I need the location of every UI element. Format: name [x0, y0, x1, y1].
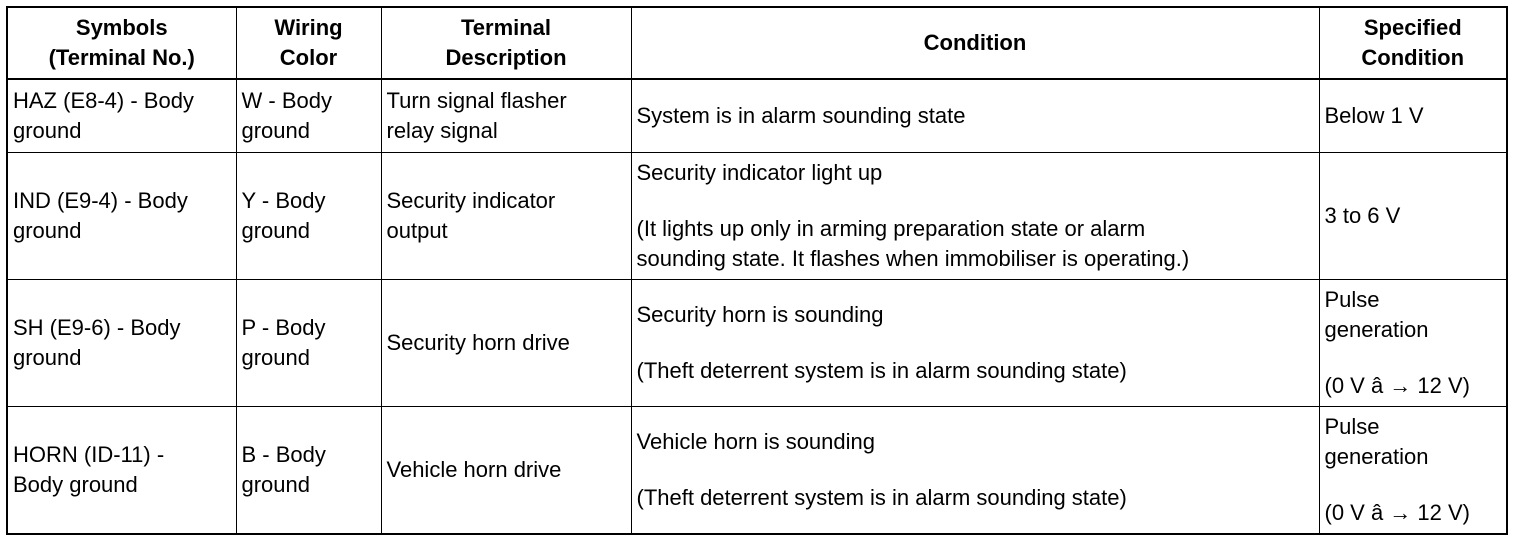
table-row [7, 407, 1507, 535]
cell-symbol: IND (E9-4) - Body ground [7, 153, 236, 280]
cell-specified-condition: Pulse generation (0 V â → 12 V) [1319, 407, 1507, 535]
table-row [7, 153, 1507, 280]
cell-terminal-description: Security horn drive [381, 280, 631, 407]
terminal-spec-table [6, 6, 1508, 535]
cell-condition: Security horn is sounding (Theft deterrent system is in alarm sounding state) [631, 280, 1319, 407]
header-specified-condition: Specified Condition [1319, 7, 1507, 79]
header-symbols: Symbols (Terminal No.) [7, 7, 236, 79]
header-wiring-color: Wiring Color [236, 7, 381, 79]
table-row [7, 79, 1507, 153]
header-condition: Condition [631, 7, 1319, 79]
cell-condition: Security indicator light up (It lights up only in arming preparation state or alarm sounding state. It flashes when immobiliser is operating.) [631, 153, 1319, 280]
cell-terminal-description: Security indicator output [381, 153, 631, 280]
cell-symbol: HAZ (E8-4) - Body ground [7, 79, 236, 153]
cell-wiring-color: B - Body ground [236, 407, 381, 535]
header-row [7, 7, 1507, 79]
cell-condition: Vehicle horn is sounding (Theft deterrent system is in alarm sounding state) [631, 407, 1319, 535]
cell-symbol: SH (E9-6) - Body ground [7, 280, 236, 407]
header-terminal-description: Terminal Description [381, 7, 631, 79]
cell-terminal-description: Turn signal flasher relay signal [381, 79, 631, 153]
cell-wiring-color: W - Body ground [236, 79, 381, 153]
cell-wiring-color: Y - Body ground [236, 153, 381, 280]
cell-symbol: HORN (ID-11) - Body ground [7, 407, 236, 535]
cell-specified-condition: Below 1 V [1319, 79, 1507, 153]
cell-condition: System is in alarm sounding state [631, 79, 1319, 153]
cell-wiring-color: P - Body ground [236, 280, 381, 407]
table-row [7, 280, 1507, 407]
cell-terminal-description: Vehicle horn drive [381, 407, 631, 535]
cell-specified-condition: 3 to 6 V [1319, 153, 1507, 280]
cell-specified-condition: Pulse generation (0 V â → 12 V) [1319, 280, 1507, 407]
